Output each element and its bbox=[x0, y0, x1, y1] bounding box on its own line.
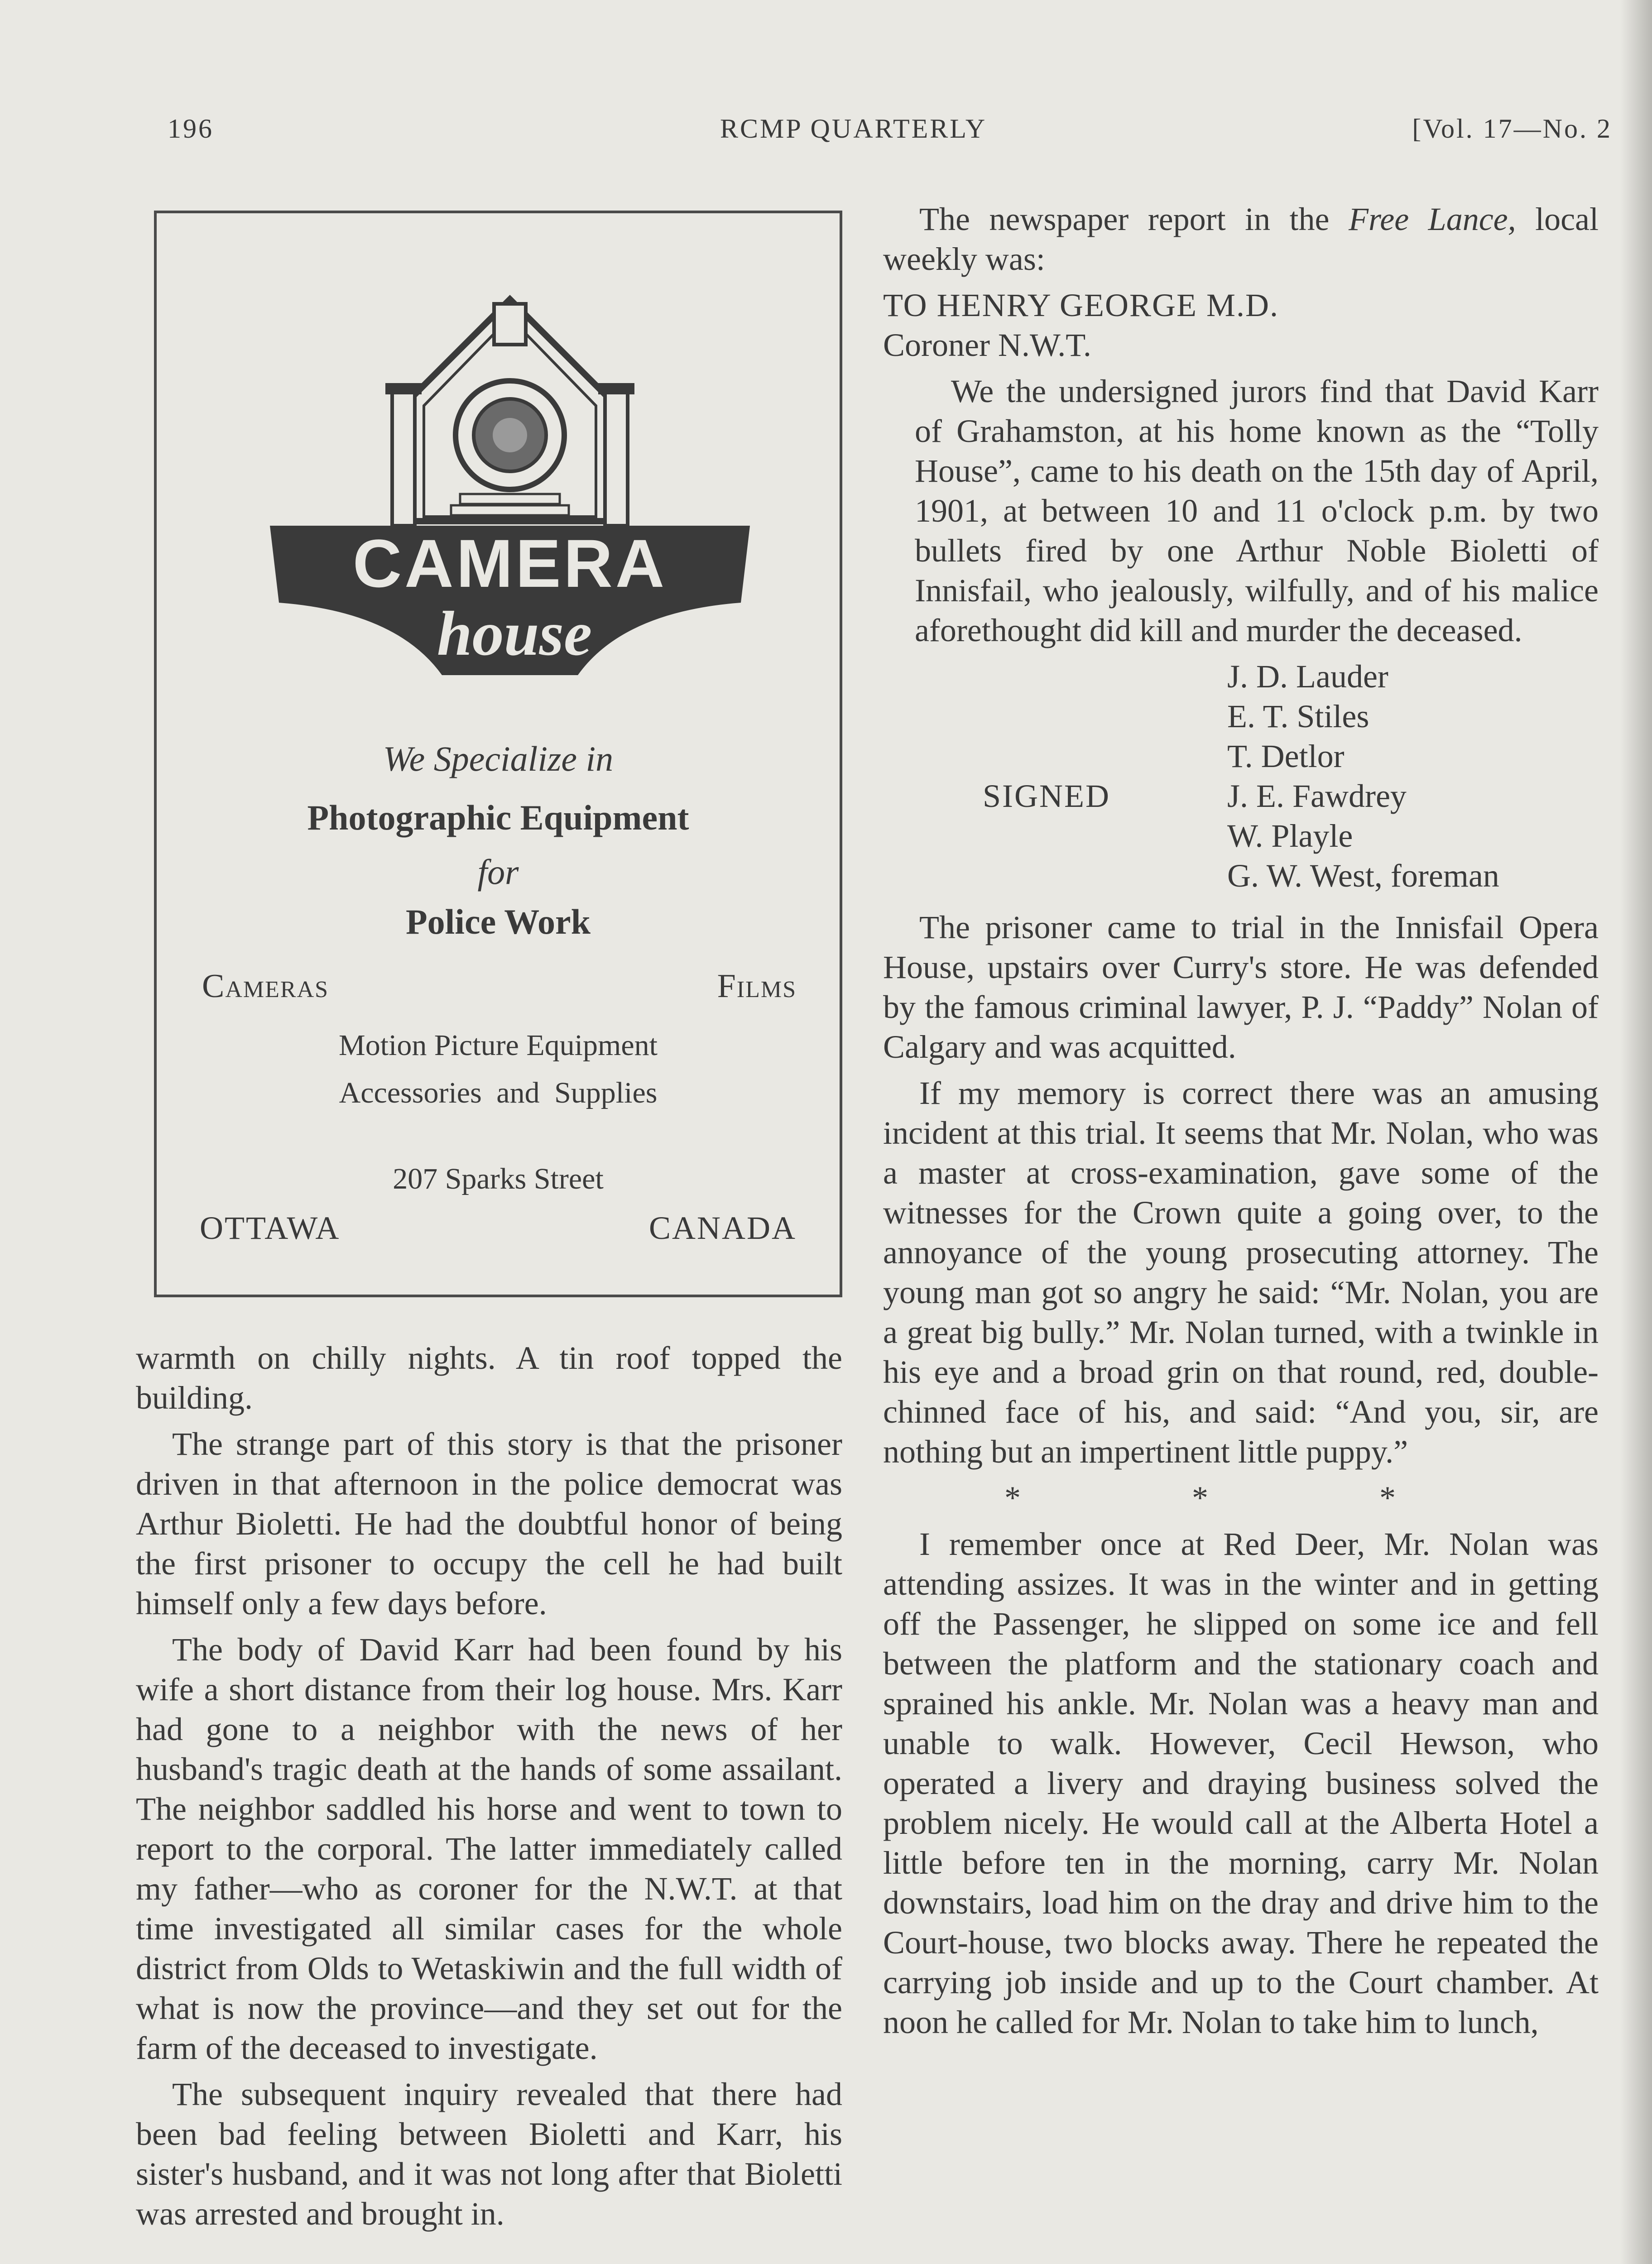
camera-house-logo-icon bbox=[261, 286, 759, 693]
ad-specialize: We Specialize in bbox=[383, 739, 614, 778]
ad-city: OTTAWA bbox=[200, 1210, 341, 1246]
ad-street-address: 207 Sparks Street bbox=[393, 1162, 604, 1195]
logo-word-bottom: house bbox=[437, 599, 592, 669]
juror-name: J. D. Lauder bbox=[1227, 658, 1388, 695]
juror-name: T. Detlor bbox=[1227, 738, 1345, 774]
newspaper-name: Free Lance, bbox=[1348, 201, 1516, 237]
right-column bbox=[883, 199, 1599, 2048]
logo-word-top: CAMERA bbox=[352, 525, 668, 601]
paragraph: The subsequent inquiry revealed that there had been bad feeling between Bioletti and Karr, his sister's husband, and it was not long after that Bioletti was arrested and brought in. bbox=[136, 2076, 842, 2232]
left-column bbox=[136, 1338, 842, 2240]
paragraph: The body of David Karr had been found by his wife a short distance from their log house. Mrs. Karr had gone to a neighbor with the news of her husband's tragic death at the hands of some assailant. The neighbor saddled his horse and went to town to report to the corporal. The latter immediately called my father—who as coroner for the N.W.T. at that time investigated all similar cases for the whole district from Olds to Wetaskiwin and the full width of what is now the province—and they set out for the farm of the deceased to investigate. bbox=[136, 1631, 842, 2066]
juror-name: J. E. Fawdrey bbox=[1227, 778, 1407, 814]
logo-ltd: LTD. bbox=[605, 664, 632, 678]
page-number: 196 bbox=[168, 114, 214, 144]
ad-motion-picture: Motion Picture Equipment bbox=[339, 1029, 658, 1062]
paragraph: warmth on chilly nights. A tin roof topped the building. bbox=[136, 1340, 842, 1416]
page-edge-shadow bbox=[1620, 0, 1652, 2264]
camera-house-advertisement bbox=[154, 211, 842, 1297]
addressee: TO HENRY GEORGE M.D. bbox=[883, 287, 1279, 323]
juror-name: G. W. West, foreman bbox=[1227, 858, 1499, 894]
ad-photographic-equipment: Photographic Equipment bbox=[307, 798, 689, 837]
ad-for: for bbox=[477, 852, 519, 892]
ad-accessories: Accessories and Supplies bbox=[339, 1076, 658, 1109]
volume-number: [Vol. 17—No. 2 bbox=[1412, 114, 1612, 144]
paragraph: The prisoner came to trial in the Innisfail Opera House, upstairs over Curry's store. He was defended by the famous criminal lawyer, P. J. “Paddy” Nolan of Calgary and was acquitted. bbox=[883, 909, 1599, 1065]
verdict-paragraph: We the undersigned jurors find that David Karr of Grahamston, at his home known as the “Tolly House”, came to his death on the 15th day of April, 1901, at between 10 and 11 o'clock p.m. by two bullets fired by one Arthur Noble Bioletti of Innisfail, who jealously, wilfully, and of his malice aforethought did kill and murder the deceased. bbox=[915, 373, 1599, 648]
paragraph: I remember once at Red Deer, Mr. Nolan was attending assizes. It was in the winter and in getting off the Passenger, he slipped on some ice and fell between the platform and the stationary coach and sprained his ankle. Mr. Nolan was a heavy man and unable to walk. However, Cecil Hewson, who operated a livery and draying business solved the problem nicely. He would call at the Alberta Hotel a little before ten in the morning, carry Mr. Nolan downstairs, load him on the dray and drive him to the Court-house, two blocks away. There he repeated the carrying job inside and up to the Court chamber. At noon he called for Mr. Nolan to take him to lunch, bbox=[883, 1526, 1599, 2040]
paragraph: The strange part of this story is that the prisoner driven in that afternoon in the police democrat was Arthur Bioletti. He had the doubtful honor of being the first prisoner to occupy the cell he had built himself only a few days before. bbox=[136, 1426, 842, 1621]
juror-name: E. T. Stiles bbox=[1227, 698, 1369, 734]
ad-films: Films bbox=[717, 968, 797, 1005]
ad-cameras: Cameras bbox=[202, 968, 329, 1005]
signed-label: SIGNED bbox=[983, 778, 1110, 814]
section-separator: * * * bbox=[1004, 1480, 1477, 1516]
running-header bbox=[168, 113, 1612, 154]
newspaper-intro: The newspaper report in the Free Lance, local weekly was: bbox=[883, 201, 1599, 277]
paragraph: If my memory is correct there was an amusing incident at this trial. It seems that Mr. Nolan, who was a master at cross-examination, gave some of the witnesses for the Crown quite a going over, to the annoyance of the young prosecuting attorney. The young man got so angry he said: “Mr. Nolan, you are a great big bully.” Mr. Nolan turned, with a twinkle in his eye and a broad grin on that round, red, double-chinned face of his, and said: “And you, sir, are nothing but an impertinent little puppy.” bbox=[883, 1075, 1599, 1470]
addressee-title: Coroner N.W.T. bbox=[883, 327, 1091, 363]
journal-title: RCMP QUARTERLY bbox=[720, 114, 987, 144]
juror-name: W. Playle bbox=[1227, 818, 1353, 854]
ad-police-work: Police Work bbox=[405, 902, 591, 941]
juror-signatures bbox=[883, 657, 1599, 901]
ad-country: CANADA bbox=[648, 1210, 797, 1246]
